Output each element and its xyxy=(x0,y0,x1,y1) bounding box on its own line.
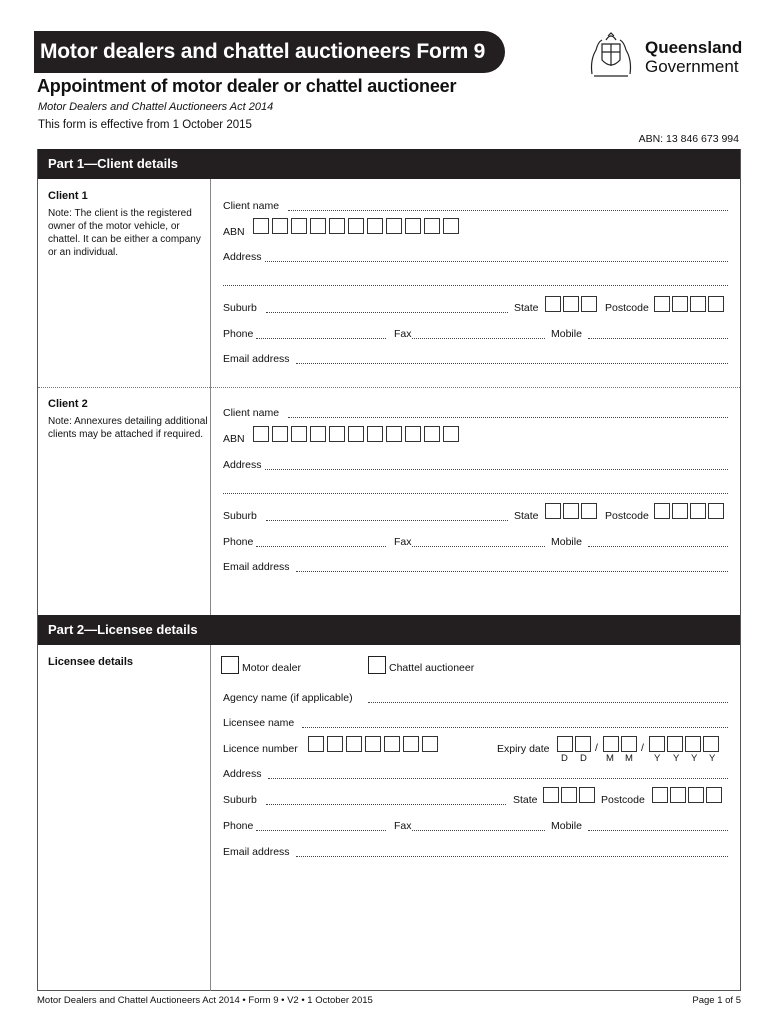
client1-fax-field[interactable] xyxy=(412,338,545,339)
client2-name-field[interactable] xyxy=(288,417,728,418)
client2-fax-label: Fax xyxy=(394,536,412,548)
form-subtitle: Appointment of motor dealer or chattel auctioneer xyxy=(37,76,457,96)
client1-email-field[interactable] xyxy=(296,363,728,364)
licensee-phone-field[interactable] xyxy=(256,830,386,831)
act-reference: Motor Dealers and Chattel Auctioneers Act 2014 xyxy=(38,101,274,113)
client1-name-field[interactable] xyxy=(288,210,728,211)
footer-reference: Motor Dealers and Chattel Auctioneers Act 2014 • Form 9 • V2 • 1 October 2015 xyxy=(37,995,373,1006)
coat-of-arms-icon xyxy=(586,30,636,80)
page-number: Page 1 of 5 xyxy=(692,995,741,1006)
motor-dealer-label: Motor dealer xyxy=(242,662,301,674)
date-hint-m: M xyxy=(606,753,614,764)
licensee-mobile-label: Mobile xyxy=(551,820,582,832)
date-hint-d: D xyxy=(580,753,587,764)
client2-phone-field[interactable] xyxy=(256,546,386,547)
chattel-auctioneer-label: Chattel auctioneer xyxy=(389,662,475,674)
client1-address-label: Address xyxy=(223,251,262,263)
date-separator: / xyxy=(641,742,644,754)
client2-fax-field[interactable] xyxy=(412,546,545,547)
client1-phone-label: Phone xyxy=(223,328,254,340)
column-divider xyxy=(210,387,211,615)
motor-dealer-checkbox[interactable] xyxy=(221,656,239,674)
licensee-address-field[interactable] xyxy=(268,778,728,779)
client1-label: Client 1 xyxy=(48,190,88,202)
department-abn: ABN: 13 846 673 994 xyxy=(638,133,739,145)
expiry-date-label: Expiry date xyxy=(497,743,550,755)
client1-abn-label: ABN xyxy=(223,226,245,238)
client2-phone-label: Phone xyxy=(223,536,254,548)
licensee-fax-label: Fax xyxy=(394,820,412,832)
agency-name-label: Agency name (if applicable) xyxy=(223,692,353,704)
client2-label: Client 2 xyxy=(48,398,88,410)
licensee-state-label: State xyxy=(513,794,538,806)
licensee-address-label: Address xyxy=(223,768,262,780)
client1-state-label: State xyxy=(514,302,539,314)
client2-note: Note: Annexures detailing additional clients may be attached if required. xyxy=(48,416,208,440)
licensee-name-field[interactable] xyxy=(302,727,728,728)
date-hint-m: M xyxy=(625,753,633,764)
licensee-email-label: Email address xyxy=(223,846,290,858)
date-hint-y: Y xyxy=(709,753,716,764)
licensee-fax-field[interactable] xyxy=(412,830,545,831)
logo-government: Government xyxy=(645,57,739,76)
client1-address-line2[interactable] xyxy=(223,285,728,286)
client1-postcode-label: Postcode xyxy=(605,302,649,314)
qld-government-logo xyxy=(586,30,746,82)
client1-suburb-field[interactable] xyxy=(266,312,508,313)
licensee-suburb-label: Suburb xyxy=(223,794,257,806)
client2-suburb-label: Suburb xyxy=(223,510,257,522)
client2-suburb-field[interactable] xyxy=(266,520,508,521)
client2-name-label: Client name xyxy=(223,407,280,419)
client1-name-label: Client name xyxy=(223,200,280,212)
part1-header: Part 1—Client details xyxy=(37,149,741,179)
client1-address-field[interactable] xyxy=(265,261,728,262)
client2-mobile-field[interactable] xyxy=(588,546,728,547)
client1-note: Note: The client is the registered owner of the motor vehicle, or chattel. It can be either a company or an individual. xyxy=(48,208,201,258)
licensee-name-label: Licensee name xyxy=(223,717,295,729)
licensee-phone-label: Phone xyxy=(223,820,254,832)
licensee-email-field[interactable] xyxy=(296,856,728,857)
date-hint-y: Y xyxy=(654,753,661,764)
date-hint-y: Y xyxy=(691,753,698,764)
client2-mobile-label: Mobile xyxy=(551,536,582,548)
section-separator xyxy=(38,387,740,388)
agency-name-field[interactable] xyxy=(368,702,728,703)
client2-state-label: State xyxy=(514,510,539,522)
client1-fax-label: Fax xyxy=(394,328,412,340)
client2-address-field[interactable] xyxy=(265,469,728,470)
client2-postcode-label: Postcode xyxy=(605,510,649,522)
licensee-suburb-field[interactable] xyxy=(266,804,506,805)
client1-mobile-label: Mobile xyxy=(551,328,582,340)
client1-email-label: Email address xyxy=(223,353,290,365)
date-hint-y: Y xyxy=(673,753,680,764)
client1-phone-field[interactable] xyxy=(256,338,386,339)
part2-header: Part 2—Licensee details xyxy=(37,615,741,645)
column-divider xyxy=(210,179,211,387)
column-divider xyxy=(210,645,211,991)
date-separator: / xyxy=(595,742,598,754)
licensee-postcode-label: Postcode xyxy=(601,794,645,806)
licence-number-label: Licence number xyxy=(223,743,298,755)
client1-suburb-label: Suburb xyxy=(223,302,257,314)
form-title: Motor dealers and chattel auctioneers Form 9 xyxy=(34,31,505,73)
licensee-details-label: Licensee details xyxy=(48,656,133,668)
effective-date: This form is effective from 1 October 2015 xyxy=(38,119,252,131)
client2-email-field[interactable] xyxy=(296,571,728,572)
chattel-auctioneer-checkbox[interactable] xyxy=(368,656,386,674)
client2-address-label: Address xyxy=(223,459,262,471)
date-hint-d: D xyxy=(561,753,568,764)
client2-email-label: Email address xyxy=(223,561,290,573)
licensee-mobile-field[interactable] xyxy=(588,830,728,831)
form-frame xyxy=(37,149,741,991)
client1-mobile-field[interactable] xyxy=(588,338,728,339)
logo-queensland: Queensland xyxy=(645,38,743,57)
client2-address-line2[interactable] xyxy=(223,493,728,494)
client2-abn-label: ABN xyxy=(223,433,245,445)
